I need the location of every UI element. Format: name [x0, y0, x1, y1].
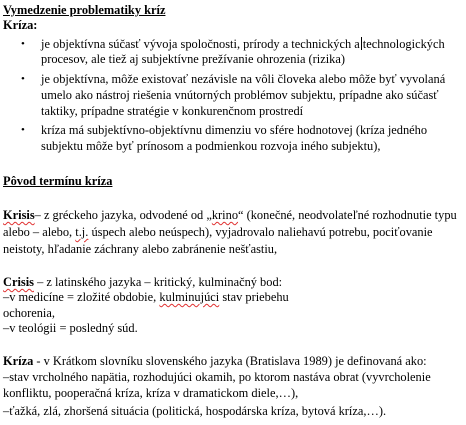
- bullet-1-line-2: procesov, ale tiež aj subjektívne prežívanie ohrozenia (rizika): [41, 52, 345, 66]
- krino-word: krino: [211, 208, 239, 222]
- subheading-kriza: Kríza:: [3, 18, 38, 32]
- section-heading-povod: Pôvod termínu kríza: [3, 174, 113, 188]
- crisis-line-2: [3, 290, 289, 305]
- bullet-1-line-1: [41, 37, 445, 52]
- kriza-term: Kríza: [3, 354, 34, 368]
- bullet-2-line-3: taktiky, prípadne stratégie v konkurenčnom prostredí: [41, 104, 304, 118]
- crisis-line-3: ochorenia,: [3, 306, 55, 320]
- bullet-1-text-b: technologických: [362, 37, 445, 51]
- bullet-3-line-1: kríza má subjektívno-objektívnu dimenziu vo sfére hodnotovej (kríza jedného: [41, 123, 428, 137]
- crisis-line-4: –v teológii = posledný súd.: [3, 321, 138, 335]
- krisis-line-1: [3, 208, 457, 223]
- krisis-l2-c: úspech alebo neúspech), vyjadrovalo naliehavú potrebu, pociťovanie: [88, 225, 433, 239]
- bullet-marker: •: [21, 73, 25, 85]
- bullet-3-line-2: subjektu môže byť prínosom a podmienkou rozvoja iného subjektu),: [41, 139, 381, 153]
- kulminujuci-word: kulminujúci: [159, 290, 220, 304]
- kriza-line-2: –stav vrcholného napätia, rozhodujúci okamih, po ktorom nastáva obrat (vyvrcholenie: [3, 370, 431, 384]
- crisis-line-1: [3, 275, 282, 290]
- kriza-line-1: [3, 354, 427, 369]
- crisis-term: Crisis: [3, 275, 34, 289]
- crisis-l2-c: stav priebehu: [219, 290, 289, 304]
- bullet-marker: •: [21, 124, 25, 136]
- krisis-line-3: neistoty, hľadanie záchrany alebo zabránenie nešťastiu,: [3, 242, 278, 256]
- bullet-1-text-a: je objektívna súčasť vývoja spoločnosti, prírody a technických a: [41, 37, 360, 51]
- crisis-text: – z latinského jazyka – kritický, kulminačný bod:: [33, 275, 283, 289]
- krisis-line-2: [3, 225, 433, 240]
- kriza-text: - v Krátkom slovníku slovenského jazyka (Bratislava 1989) je definovaná ako:: [33, 354, 427, 368]
- kriza-line-4: –ťažká, zlá, zhoršená situácia (politická, hospodárska kríza, bytová kríza,…).: [3, 404, 387, 418]
- tj-abbrev: t.j.: [75, 225, 89, 239]
- crisis-l2-a: –v medicíne = zložité obdobie,: [3, 290, 160, 304]
- krisis-text-a: – z gréckeho jazyka, odvodené od „: [34, 208, 212, 222]
- bullet-marker: •: [21, 38, 25, 50]
- section-heading-vymedzenie: Vymedzenie problematiky kríz: [3, 3, 166, 17]
- krisis-text-c: “ (konečné, neodvolateľné rozhodnutie typu: [238, 208, 457, 222]
- bullet-2-line-1: je objektívna, môže existovať nezávisle na vôli človeka alebo môže byť vyvolaná: [41, 72, 446, 86]
- text-cursor: [361, 37, 362, 50]
- krisis-l2-a: alebo – alebo,: [3, 225, 76, 239]
- kriza-line-3: konfliktu, pooperačná kríza, kríza v dramatickom diele,…),: [3, 386, 299, 400]
- bullet-2-line-2: umelo ako nástroj riešenia vnútorných problémov subjektu, prípadne ako súčasť: [41, 88, 439, 102]
- krisis-term: Krisis: [3, 208, 35, 222]
